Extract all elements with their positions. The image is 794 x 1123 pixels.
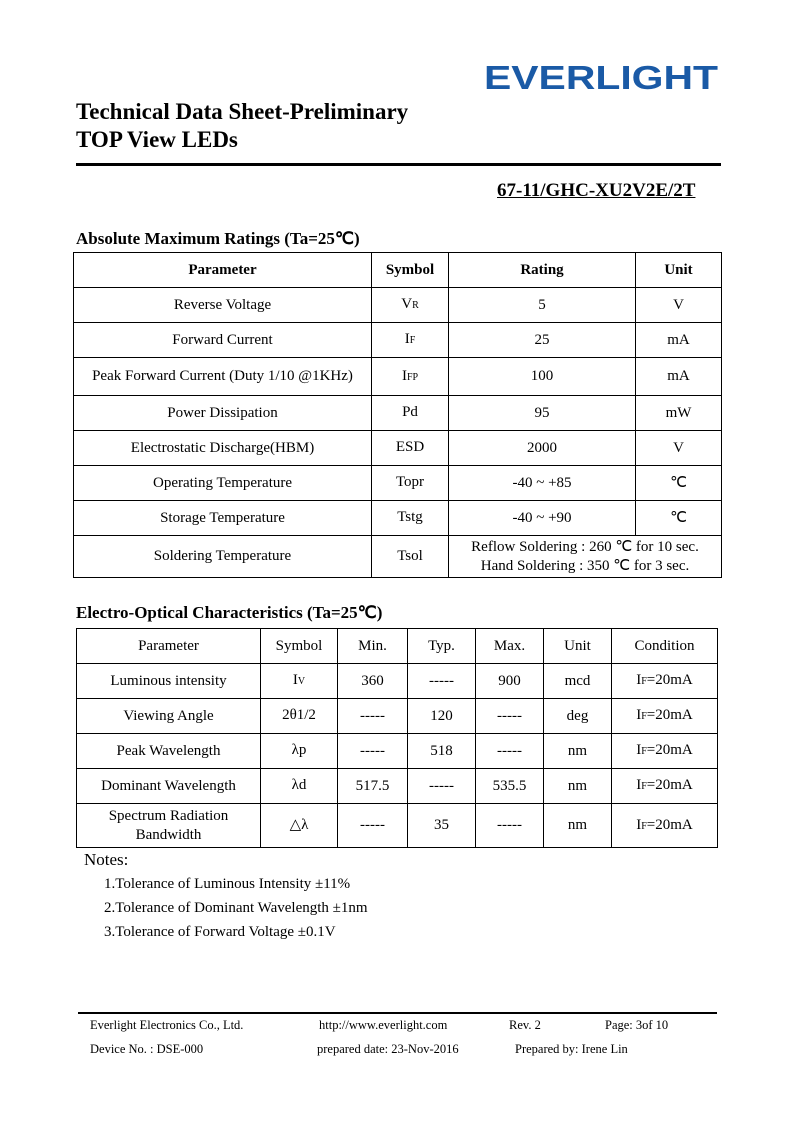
hand-soldering-text: Hand Soldering : 350 ℃ for 3 sec. [480, 557, 690, 574]
parameter-cell: Peak Wavelength [77, 734, 261, 769]
eoc-title: Electro-Optical Characteristics (Ta=25℃) [76, 603, 383, 622]
table-row [77, 664, 718, 699]
unit-cell: mA [636, 323, 722, 358]
table-header-row [77, 629, 718, 664]
rating-cell: -40 ~ +85 [449, 466, 636, 501]
parameter-cell: Operating Temperature [74, 466, 372, 501]
table-row [74, 466, 722, 501]
footer-url: http://www.everlight.com [319, 1018, 448, 1032]
typ-cell: ----- [408, 769, 476, 804]
note-item: 2.Tolerance of Dominant Wavelength ±1nm [104, 900, 368, 916]
footer-device-number: Device No. : DSE-000 [90, 1042, 204, 1056]
symbol-cell: IF [372, 323, 449, 358]
header-cell: Parameter [74, 253, 372, 288]
unit-cell: ℃ [636, 466, 722, 501]
symbol-cell: ESD [372, 431, 449, 466]
header-cell: Symbol [372, 253, 449, 288]
symbol-cell: Tsol [372, 536, 449, 578]
unit-cell: nm [544, 769, 612, 804]
unit-cell: mW [636, 396, 722, 431]
parameter-cell: Storage Temperature [74, 501, 372, 536]
footer-company: Everlight Electronics Co., Ltd. [90, 1018, 244, 1032]
condition-cell: IF=20mA [612, 804, 718, 848]
condition-cell: IF=20mA [612, 734, 718, 769]
rating-cell: 25 [449, 323, 636, 358]
max-cell: 535.5 [476, 769, 544, 804]
footer-divider [78, 1012, 717, 1014]
header-cell: Parameter [77, 629, 261, 664]
notes-title: Notes: [84, 850, 129, 869]
condition-cell: IF=20mA [612, 769, 718, 804]
table-row [77, 699, 718, 734]
header-cell: Condition [612, 629, 718, 664]
symbol-cell: Pd [372, 396, 449, 431]
table-row [77, 769, 718, 804]
table-row [74, 431, 722, 466]
parameter-cell: Peak Forward Current (Duty 1/10 @1KHz) [74, 358, 372, 396]
max-cell: 900 [476, 664, 544, 699]
max-cell: ----- [476, 699, 544, 734]
rating-cell: 100 [449, 358, 636, 396]
condition-cell: IF=20mA [612, 664, 718, 699]
table-row [77, 734, 718, 769]
everlight-logo [484, 60, 720, 94]
max-cell: ----- [476, 804, 544, 848]
table-row [74, 396, 722, 431]
eoc-table [76, 628, 718, 848]
unit-cell: nm [544, 734, 612, 769]
parameter-cell: Viewing Angle [77, 699, 261, 734]
symbol-cell: VR [372, 288, 449, 323]
typ-cell: 35 [408, 804, 476, 848]
symbol-cell: λp [261, 734, 338, 769]
table-row [74, 501, 722, 536]
reflow-soldering-text: Reflow Soldering : 260 ℃ for 10 sec. [471, 538, 699, 555]
symbol-cell: △λ [261, 804, 338, 848]
table-row [74, 536, 722, 578]
unit-cell: V [636, 431, 722, 466]
parameter-cell: Electrostatic Discharge(HBM) [74, 431, 372, 466]
table-row [74, 358, 722, 396]
parameter-cell: Luminous intensity [77, 664, 261, 699]
parameter-cell: Spectrum Radiation Bandwidth [77, 804, 261, 848]
unit-cell: V [636, 288, 722, 323]
rating-cell: 5 [449, 288, 636, 323]
typ-cell: ----- [408, 664, 476, 699]
abs-max-title: Absolute Maximum Ratings (Ta=25℃) [76, 229, 360, 248]
rating-cell: 95 [449, 396, 636, 431]
footer-revision: Rev. 2 [509, 1018, 541, 1032]
symbol-cell: Tstg [372, 501, 449, 536]
title-line-2: TOP View LEDs [76, 127, 238, 152]
note-item: 1.Tolerance of Luminous Intensity ±11% [104, 876, 351, 892]
symbol-cell: λd [261, 769, 338, 804]
parameter-cell: Soldering Temperature [74, 536, 372, 578]
header-cell: Typ. [408, 629, 476, 664]
symbol-cell: Topr [372, 466, 449, 501]
parameter-cell: Dominant Wavelength [77, 769, 261, 804]
document-title [76, 98, 408, 154]
unit-cell: mcd [544, 664, 612, 699]
header-cell: Unit [544, 629, 612, 664]
table-row [74, 323, 722, 358]
unit-cell: mA [636, 358, 722, 396]
unit-cell: nm [544, 804, 612, 848]
footer-prepared-date: prepared date: 23-Nov-2016 [317, 1042, 459, 1056]
table-row [77, 804, 718, 848]
min-cell: 517.5 [338, 769, 408, 804]
unit-cell: deg [544, 699, 612, 734]
symbol-cell: IV [261, 664, 338, 699]
footer-page-number: Page: 3of 10 [605, 1018, 669, 1032]
abs-max-table [73, 252, 722, 578]
table-row [74, 288, 722, 323]
rating-cell: 2000 [449, 431, 636, 466]
note-item: 3.Tolerance of Forward Voltage ±0.1V [104, 924, 336, 940]
part-number: 67-11/GHC-XU2V2E/2T [497, 180, 696, 201]
header-cell: Max. [476, 629, 544, 664]
parameter-cell: Power Dissipation [74, 396, 372, 431]
min-cell: ----- [338, 804, 408, 848]
max-cell: ----- [476, 734, 544, 769]
table-header-row [74, 253, 722, 288]
header-cell: Unit [636, 253, 722, 288]
min-cell: ----- [338, 699, 408, 734]
typ-cell: 518 [408, 734, 476, 769]
min-cell: ----- [338, 734, 408, 769]
rating-cell: -40 ~ +90 [449, 501, 636, 536]
header-cell: Min. [338, 629, 408, 664]
min-cell: 360 [338, 664, 408, 699]
header-cell: Rating [449, 253, 636, 288]
svg-text:EVERLIGHT: EVERLIGHT [484, 60, 718, 94]
condition-cell: IF=20mA [612, 699, 718, 734]
symbol-cell: IFP [372, 358, 449, 396]
title-line-1: Technical Data Sheet-Preliminary [76, 99, 409, 124]
header-divider [76, 163, 721, 166]
soldering-rating-cell [449, 536, 722, 578]
typ-cell: 120 [408, 699, 476, 734]
parameter-cell: Reverse Voltage [74, 288, 372, 323]
parameter-cell: Forward Current [74, 323, 372, 358]
footer-prepared-by: Prepared by: Irene Lin [515, 1042, 628, 1056]
header-cell: Symbol [261, 629, 338, 664]
unit-cell: ℃ [636, 501, 722, 536]
symbol-cell: 2θ1/2 [261, 699, 338, 734]
